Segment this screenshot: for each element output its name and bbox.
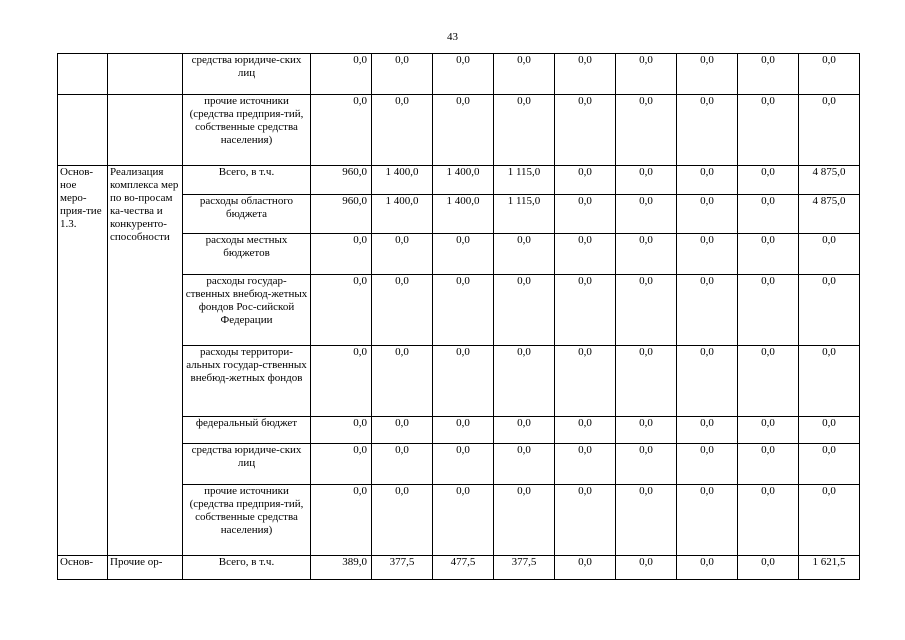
value-cell: 0,0 <box>677 95 738 166</box>
value-cell: 0,0 <box>677 54 738 95</box>
value-cell: 0,0 <box>738 485 799 556</box>
funding-source-cell: федеральный бюджет <box>183 417 311 444</box>
value-cell: 0,0 <box>433 417 494 444</box>
value-cell: 0,0 <box>616 234 677 275</box>
value-cell: 1 400,0 <box>433 166 494 195</box>
event-cell <box>58 54 108 95</box>
value-cell: 0,0 <box>433 234 494 275</box>
value-cell: 0,0 <box>616 95 677 166</box>
funding-source-cell: расходы территори-альных государ-ственных внебюд-жетных фондов <box>183 346 311 417</box>
value-cell: 0,0 <box>494 95 555 166</box>
value-cell: 0,0 <box>433 346 494 417</box>
value-cell: 0,0 <box>616 275 677 346</box>
value-cell: 0,0 <box>372 485 433 556</box>
value-cell: 0,0 <box>311 444 372 485</box>
value-cell: 0,0 <box>738 54 799 95</box>
value-cell: 0,0 <box>738 234 799 275</box>
value-cell: 0,0 <box>372 275 433 346</box>
value-cell: 0,0 <box>372 417 433 444</box>
value-cell: 1 115,0 <box>494 195 555 234</box>
value-cell: 0,0 <box>555 556 616 580</box>
value-cell: 0,0 <box>799 95 860 166</box>
value-cell: 377,5 <box>494 556 555 580</box>
funding-source-cell: расходы областного бюджета <box>183 195 311 234</box>
value-cell: 0,0 <box>677 275 738 346</box>
value-cell: 0,0 <box>677 346 738 417</box>
value-cell: 0,0 <box>494 444 555 485</box>
value-cell: 0,0 <box>616 444 677 485</box>
value-cell: 0,0 <box>799 417 860 444</box>
value-cell: 1 400,0 <box>372 166 433 195</box>
value-cell: 0,0 <box>677 485 738 556</box>
value-cell: 0,0 <box>494 234 555 275</box>
table-row <box>58 54 860 95</box>
event-cell: Основ- <box>58 556 108 580</box>
value-cell: 477,5 <box>433 556 494 580</box>
value-cell: 0,0 <box>738 166 799 195</box>
value-cell: 0,0 <box>738 556 799 580</box>
value-cell: 1 115,0 <box>494 166 555 195</box>
value-cell: 0,0 <box>738 275 799 346</box>
value-cell: 0,0 <box>494 275 555 346</box>
value-cell: 0,0 <box>616 417 677 444</box>
value-cell: 0,0 <box>372 95 433 166</box>
value-cell: 0,0 <box>555 444 616 485</box>
value-cell: 0,0 <box>677 195 738 234</box>
value-cell: 0,0 <box>311 54 372 95</box>
funding-source-cell: расходы местных бюджетов <box>183 234 311 275</box>
value-cell: 0,0 <box>738 95 799 166</box>
value-cell: 0,0 <box>555 195 616 234</box>
value-cell: 0,0 <box>494 417 555 444</box>
value-cell: 0,0 <box>555 346 616 417</box>
value-cell: 0,0 <box>799 346 860 417</box>
funding-source-cell: прочие источники (средства предприя-тий, собственные средства населения) <box>183 95 311 166</box>
page-number: 43 <box>447 31 458 43</box>
event-cell <box>58 95 108 166</box>
value-cell: 0,0 <box>616 195 677 234</box>
value-cell: 0,0 <box>494 485 555 556</box>
table-row <box>58 556 860 580</box>
value-cell: 4 875,0 <box>799 195 860 234</box>
value-cell: 0,0 <box>494 346 555 417</box>
value-cell: 0,0 <box>616 166 677 195</box>
value-cell: 0,0 <box>738 444 799 485</box>
value-cell: 0,0 <box>433 95 494 166</box>
value-cell: 0,0 <box>738 346 799 417</box>
value-cell: 0,0 <box>372 54 433 95</box>
value-cell: 0,0 <box>677 417 738 444</box>
value-cell: 0,0 <box>372 444 433 485</box>
value-cell: 0,0 <box>311 95 372 166</box>
value-cell: 0,0 <box>433 485 494 556</box>
value-cell: 0,0 <box>433 54 494 95</box>
value-cell: 960,0 <box>311 195 372 234</box>
value-cell: 0,0 <box>677 556 738 580</box>
value-cell: 0,0 <box>311 234 372 275</box>
table-row <box>58 166 860 195</box>
description-cell <box>108 54 183 95</box>
value-cell: 0,0 <box>555 275 616 346</box>
value-cell: 0,0 <box>799 234 860 275</box>
value-cell: 0,0 <box>677 234 738 275</box>
description-cell <box>108 95 183 166</box>
value-cell: 0,0 <box>616 54 677 95</box>
funding-source-cell: средства юридиче-ских лиц <box>183 54 311 95</box>
value-cell: 0,0 <box>799 275 860 346</box>
value-cell: 0,0 <box>555 166 616 195</box>
value-cell: 0,0 <box>433 275 494 346</box>
value-cell: 1 400,0 <box>372 195 433 234</box>
value-cell: 0,0 <box>555 234 616 275</box>
value-cell: 0,0 <box>616 346 677 417</box>
value-cell: 0,0 <box>311 417 372 444</box>
value-cell: 0,0 <box>616 556 677 580</box>
value-cell: 960,0 <box>311 166 372 195</box>
value-cell: 0,0 <box>311 275 372 346</box>
value-cell: 0,0 <box>555 485 616 556</box>
table-row <box>58 95 860 166</box>
value-cell: 0,0 <box>494 54 555 95</box>
value-cell: 0,0 <box>555 95 616 166</box>
value-cell: 0,0 <box>433 444 494 485</box>
value-cell: 0,0 <box>677 166 738 195</box>
funding-source-cell: расходы государ-ственных внебюд-жетных фондов Рос-сийской Федерации <box>183 275 311 346</box>
value-cell: 0,0 <box>677 444 738 485</box>
value-cell: 0,0 <box>799 444 860 485</box>
value-cell: 0,0 <box>555 54 616 95</box>
value-cell: 377,5 <box>372 556 433 580</box>
description-cell: Прочие ор- <box>108 556 183 580</box>
value-cell: 1 621,5 <box>799 556 860 580</box>
value-cell: 389,0 <box>311 556 372 580</box>
funding-source-cell: прочие источники (средства предприя-тий, собственные средства населения) <box>183 485 311 556</box>
funding-source-cell: средства юридиче-ских лиц <box>183 444 311 485</box>
value-cell: 0,0 <box>311 346 372 417</box>
budget-table <box>57 53 860 580</box>
value-cell: 0,0 <box>738 417 799 444</box>
value-cell: 0,0 <box>555 417 616 444</box>
value-cell: 0,0 <box>372 346 433 417</box>
value-cell: 0,0 <box>616 485 677 556</box>
description-cell: Реализация комплекса мер по во-просам ка-чества и конкуренто-способности <box>108 166 183 556</box>
funding-source-cell: Всего, в т.ч. <box>183 166 311 195</box>
value-cell: 0,0 <box>311 485 372 556</box>
value-cell: 0,0 <box>738 195 799 234</box>
funding-source-cell: Всего, в т.ч. <box>183 556 311 580</box>
value-cell: 1 400,0 <box>433 195 494 234</box>
value-cell: 4 875,0 <box>799 166 860 195</box>
value-cell: 0,0 <box>372 234 433 275</box>
event-cell: Основ-ное меро-прия-тие 1.3. <box>58 166 108 556</box>
value-cell: 0,0 <box>799 54 860 95</box>
value-cell: 0,0 <box>799 485 860 556</box>
